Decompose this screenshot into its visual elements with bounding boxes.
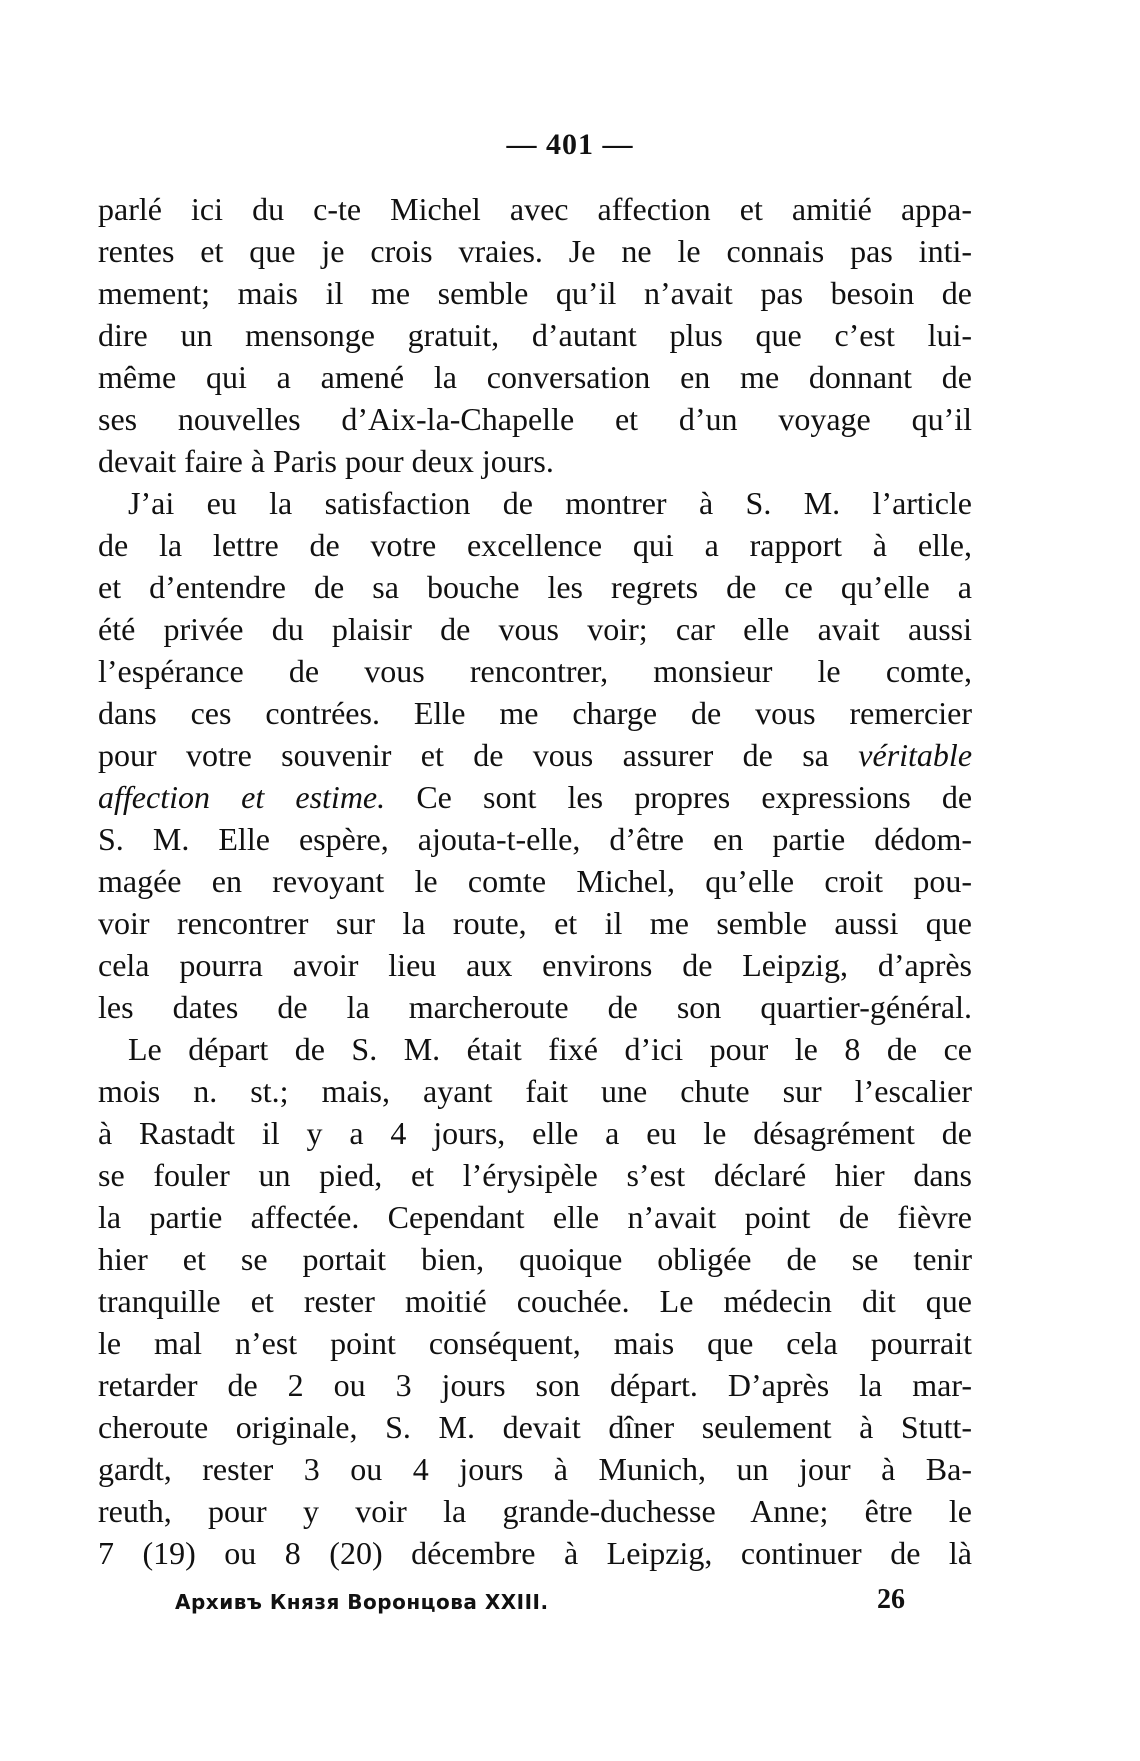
- text-line: S. M. Elle espère, ajouta-t-elle, d’être en partie dédom-: [98, 821, 972, 857]
- text-line: tranquille et rester moitié couchée. Le médecin dit que: [98, 1283, 972, 1319]
- text-segment: pour votre souvenir et de vous assurer de sa: [98, 737, 829, 773]
- text-line: de la lettre de votre excellence qui a rapport à elle,: [98, 527, 972, 563]
- text-line: reuth, pour y voir la grande-duchesse Anne; être le: [98, 1493, 972, 1529]
- text-line: l’espérance de vous rencontrer, monsieur le comte,: [98, 653, 972, 689]
- text-line: à Rastadt il y a 4 jours, elle a eu le désagrément de: [98, 1115, 972, 1151]
- text-line: mois n. st.; mais, ayant fait une chute sur l’escalier: [98, 1073, 972, 1109]
- text-line: rentes et que je crois vraies. Je ne le connais pas inti-: [98, 233, 972, 269]
- text-line: voir rencontrer sur la route, et il me semble aussi que: [98, 905, 972, 941]
- text-line: même qui a amené la conversation en me donnant de: [98, 359, 972, 395]
- text-line-with-emphasis: [98, 776, 972, 818]
- emphasized-text: véritable: [858, 737, 973, 773]
- text-line: gardt, rester 3 ou 4 jours à Munich, un jour à Ba-: [98, 1451, 972, 1487]
- text-line: dire un mensonge gratuit, d’autant plus que c’est lui-: [98, 317, 972, 353]
- text-line: se fouler un pied, et l’érysipèle s’est déclaré hier dans: [98, 1157, 972, 1193]
- page-number: — 401 —: [506, 128, 634, 161]
- text-line: et d’entendre de sa bouche les regrets de ce qu’elle a: [98, 569, 972, 605]
- text-line: J’ai eu la satisfaction de montrer à S. M. l’article: [128, 485, 972, 521]
- text-line: magée en revoyant le comte Michel, qu’elle croit pou-: [98, 863, 972, 899]
- footer-signature: Архивъ Князя Воронцова XXIII.: [175, 1590, 549, 1614]
- text-line: cela pourra avoir lieu aux environs de Leipzig, d’après: [98, 947, 972, 983]
- text-line: hier et se portait bien, quoique obligée de se tenir: [98, 1241, 972, 1277]
- text-line: 7 (19) ou 8 (20) décembre à Leipzig, continuer de là: [98, 1535, 972, 1571]
- signature-number: 26: [877, 1584, 905, 1615]
- text-segment: Ce sont les propres expressions de: [416, 779, 973, 815]
- text-line: ses nouvelles d’Aix-la-Chapelle et d’un voyage qu’il: [98, 401, 972, 437]
- page-footer: [175, 1584, 905, 1624]
- text-line: le mal n’est point conséquent, mais que cela pourrait: [98, 1325, 972, 1361]
- text-line: retarder de 2 ou 3 jours son départ. D’après la mar-: [98, 1367, 972, 1403]
- text-line: parlé ici du c-te Michel avec affection et amitié appa-: [98, 191, 972, 227]
- text-line: les dates de la marcheroute de son quartier-général.: [98, 989, 972, 1025]
- text-line: été privée du plaisir de vous voir; car elle avait aussi: [98, 611, 972, 647]
- text-line: devait faire à Paris pour deux jours.: [98, 443, 554, 479]
- body-text: [98, 188, 972, 1574]
- emphasized-text: affection et estime.: [98, 779, 386, 815]
- text-line: dans ces contrées. Elle me charge de vous remercier: [98, 695, 972, 731]
- text-line: cheroute originale, S. M. devait dîner seulement à Stutt-: [98, 1409, 972, 1445]
- text-line: Le départ de S. M. était fixé d’ici pour le 8 de ce: [128, 1031, 972, 1067]
- text-line: mement; mais il me semble qu’il n’avait pas besoin de: [98, 275, 972, 311]
- text-line-with-emphasis: [98, 734, 972, 776]
- text-line: la partie affectée. Cependant elle n’avait point de fièvre: [98, 1199, 972, 1235]
